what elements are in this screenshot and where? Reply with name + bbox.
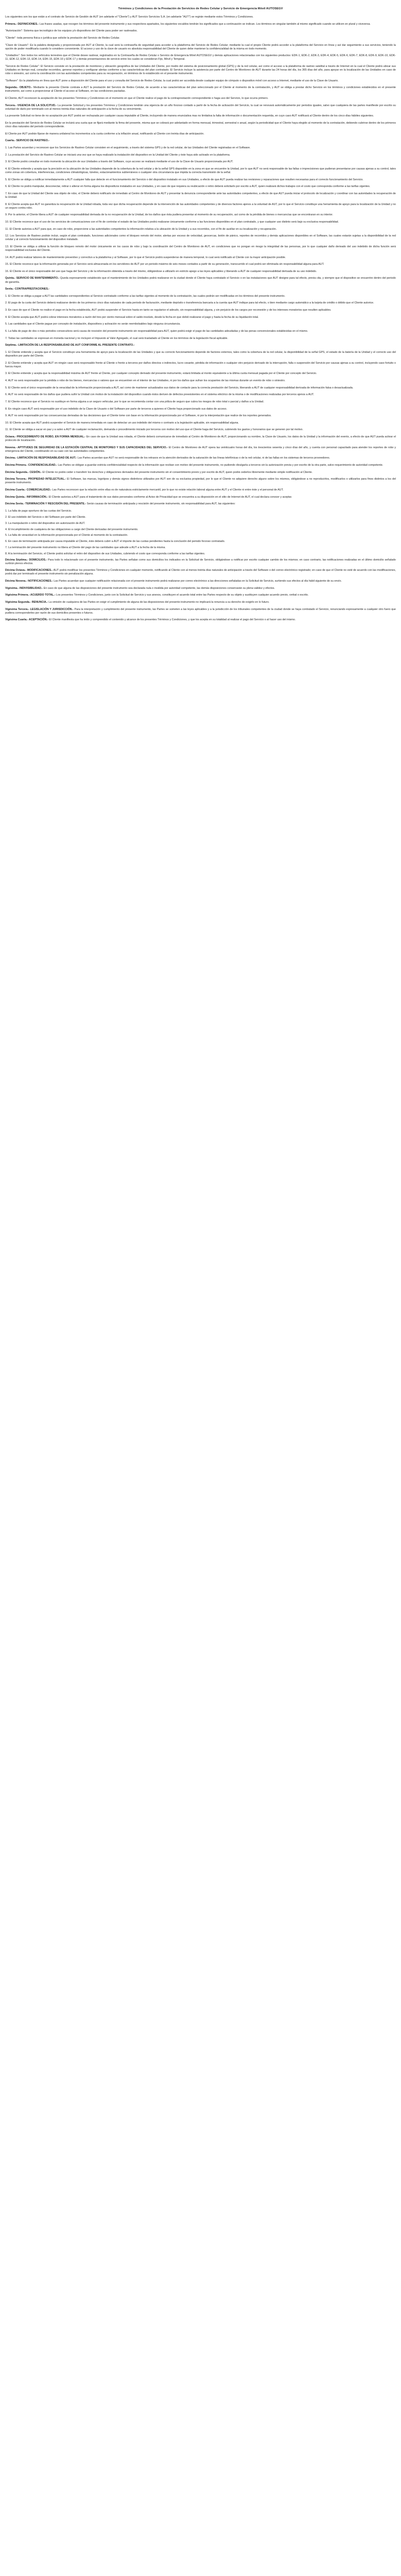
paragraph (5, 301, 396, 305)
clause-paragraph (5, 580, 396, 583)
clause-text: Las Partes se obligan a guardar estricta confidencialidad respecto de la información que reciban con motivo del presente instrumento, no pudiendo divulgarla a terceros sin la autorización previa y por escrito de la otra parte, salvo requerimiento de autoridad competente. (57, 464, 383, 467)
clause-heading: Décima Octava.- MODIFICACIONES.- (5, 569, 53, 572)
paragraph (5, 228, 396, 231)
clause-paragraph (5, 608, 396, 615)
clause-text: "Unidad/es": Son todos los vehículos terrestres que el Cliente desee rastrear, registrados en la Contraseña de Redes Celular o Servicio de Emergencia Móvil AUTOSEGV y demás aplicaciones relacionadas con los siguientes productos: EDK-1, EDK-2, EDK-3, EDK-4, EDK-5, EDK-6, EDK-7, EDK-8, EDK-9, EDK-10, EDK-11, EDK-12, EDK-13, EDK-14, EDK-15, EDK-16 y EDK-17 y demás presentaciones de servicio entre los cuales se consideran Fijo, Móvil y Temporal. (5, 54, 396, 61)
clause-text: Los presentes Términos y Condiciones, junto con la Solicitud de Servicio y sus anexos, constituyen el acuerdo total entre las Partes respecto de su objeto y sustituyen cualquier acuerdo previo, verbal o escrito. (55, 594, 309, 597)
clause-paragraph (5, 478, 396, 485)
paragraph (5, 414, 396, 418)
clause-text: "Software": Es la plataforma en línea que AUT pone a disposición del Cliente para el uso y consulta del Servicio de Redes Celular, la cual podrá ser accedida desde cualquier equipo de cómputo o dispositivo móvil con acceso a Internet, mediante el uso de la Clave de Usuario. (5, 79, 339, 82)
paragraph (5, 15, 396, 19)
clause-text: 1. El Cliente se obliga a pagar a AUT las cantidades correspondientes al Servicio contratado conforme a las tarifas vigentes al momento de la contratación, las cuales podrán ser modificadas en los términos del presente instrumento. (5, 294, 286, 298)
clause-text: 6. En caso de terminación anticipada por causa imputable al Cliente, éste deberá cubrir a AUT el importe de las cuotas pendientes hasta la conclusión del periodo forzoso contratado. (5, 540, 225, 544)
clause-text: 4. El Cliente acepta que AUT podrá cobrar intereses moratorios a razón del tres por ciento mensual sobre el saldo insoluto, desde la fecha en que debió realizarse el pago y hasta la fecha de su liquidación total. (5, 315, 259, 319)
clause-paragraph (5, 594, 396, 597)
clause-text: Los siguientes son los que están a el contrato de Servicio de Gestión de AUT (en adelante el "Cliente") y AUT Servicio Servicios S.A. (en adelante "AUT") se regirán mediante estos Términos y Condiciones. (5, 15, 254, 19)
clause-heading: Primera.- DEFINICIONES.- (5, 22, 39, 26)
clause-text: En caso de que la Unidad sea robada, el Cliente deberá comunicarse de inmediato al Centro de Monitoreo de AUT, proporcionando su nombre, la Clave de Usuario, los datos de la Unidad y la información del evento, a efecto de que AUT pueda activar el protocolo de localización. (5, 435, 396, 443)
paragraph (5, 178, 396, 182)
clause-paragraph (5, 344, 396, 347)
clause-paragraph (5, 23, 396, 26)
clause-heading: Quinta.- SERVICIO DE MANTENIMIENTO.- (5, 277, 60, 280)
paragraph (5, 256, 396, 260)
clause-paragraph (5, 488, 396, 492)
paragraph (5, 44, 396, 51)
clause-heading: Vigésima Primera.- ACUERDO TOTAL.- (5, 594, 56, 597)
paragraph (5, 510, 396, 513)
paragraph (5, 330, 396, 333)
clause-text: 4. El Cliente entiende y acepta que la precisión en la ubicación de las Unidades depende de la cobertura de la red celular y de la señal GPS disponible en la zona en que se encuentre la Unidad, por lo que AUT no será responsable de las fallas o imprecisiones que pudieran presentarse por causas ajenas a su control, tales como zonas sin cobertura, interferencias, condiciones climatológicas, túneles, estacionamientos subterráneos o cualquier otra circunstancia que impida la correcta transmisión de la señal. (5, 167, 396, 174)
paragraph (5, 372, 396, 376)
clause-paragraph (5, 435, 396, 443)
clause-text: El Cliente no podrá ceder o transferir los derechos y obligaciones derivados del presente instrumento sin el consentimiento previo y por escrito de AUT, quien podrá cederlos libremente mediante simple notificación al Cliente. (41, 470, 313, 474)
clause-text: 3. El Cliente podrá consultar en todo momento la ubicación de sus Unidades a través del Software, cuyo acceso se realizará mediante el uso de la Clave de Usuario proporcionada por AUT. (5, 160, 234, 164)
paragraph (5, 428, 396, 432)
clause-paragraph (5, 587, 396, 590)
clause-text: 6. AUT no será responsable de los daños que pudiera sufrir la Unidad con motivo de la instalación del dispositivo cuando éstos deriven de defectos preexistentes en el sistema eléctrico de la misma o de modificaciones realizadas por terceros ajenos a AUT. (5, 393, 315, 397)
clause-paragraph (5, 471, 396, 474)
clause-text: 7. El Cliente reconoce que el Servicio no sustituye en forma alguna a un seguro vehicular, por lo que se recomienda contar con una póliza de seguro que cubra los riesgos de robo total o parcial y daños a la Unidad. (5, 400, 264, 403)
paragraph (5, 114, 396, 118)
paragraph (5, 393, 396, 397)
clause-text: Para la interpretación y cumplimiento del presente instrumento, las Partes se someten a las leyes aplicables y a la jurisdicción de los tribunales competentes de la ciudad donde se haya contratado el Servicio, renunciando expresamente a cualquier otro fuero que pudiera corresponderles por razón de sus domicilios presentes o futuros. (5, 607, 396, 615)
paragraph (5, 213, 396, 217)
clause-text: Las Partes acuerdan que cualquier notificación relacionada con el presente instrumento podrá realizarse por correo electrónico a las direcciones señaladas en la Solicitud de Servicio, surtiendo sus efectos al día hábil siguiente de su envío. (53, 580, 342, 583)
clause-text: 6. El Cliente no podrá manipular, desconectar, retirar o alterar en forma alguna los dispositivos instalados en sus Unidades, y en caso de que requiera su reubicación o retiro deberá solicitarlo por escrito a AUT, quien realizará dichos trabajos con el costo que corresponda conforme a las tarifas vigentes. (5, 185, 371, 189)
clause-paragraph (5, 287, 396, 291)
clause-text: 4. AUT no será responsable por la pérdida o robo de los bienes, mercancías o valores que se encuentren en el interior de las Unidades, ni por los daños que sufran los ocupantes de las mismas durante un evento de robo o siniestro. (5, 379, 286, 382)
paragraph (5, 270, 396, 274)
paragraph (5, 185, 396, 189)
clause-text: 10. El Cliente reconoce que el uso de los servicios de comunicaciones con el fin de controlar el estado de las Unidades podrá realizarse únicamente conforme a las funciones disponibles en el plan contratado, y que cualquier uso distinto será bajo su exclusiva responsabilidad. (5, 220, 339, 224)
clause-text: En caso de que alguna de las disposiciones del presente instrumento sea declarada nula o inválida por autoridad competente, las demás disposiciones conservarán su plena validez y efectos. (43, 586, 275, 590)
clause-text: 3. El Cliente entiende y acepta que la responsabilidad máxima de AUT frente al Cliente, por cualquier concepto derivado del presente instrumento, estará limitada al monto equivalente a la última cuota mensual pagada por el Cliente por concepto del Servicio. (5, 372, 317, 376)
clause-text: 5. La falta de veracidad en la información proporcionada por el Cliente al momento de la contratación. (5, 534, 128, 537)
paragraph (5, 203, 396, 210)
clause-heading: Tercera.- VIGENCIA DE LA SOLICITUD.- (5, 104, 57, 107)
clause-heading: Cuarta.- SERVICIO DE RASTREO.- (5, 139, 50, 143)
clause-heading: Vigésima Cuarta.- ACEPTACIÓN.- (5, 618, 48, 622)
clause-paragraph (5, 277, 396, 284)
paragraph (5, 362, 396, 369)
clause-text: El Software, las marcas, logotipos y demás signos distintivos utilizados por AUT son de su exclusiva propiedad, por lo que el Cliente no adquiere derecho alguno sobre los mismos, obligándose a no reproducirlos, modificarlos o utilizarlos para fines distintos a los del presente instrumento. (5, 478, 396, 485)
clause-text: En la prestación del Servicio de Redes Celular se incluirá una cuota que se fijará mediante la firma del presente, misma que se cobrará por adelantado en forma mensual, trimestral, semestral o anual, según la periodicidad que el Cliente haya elegido al momento de la contratación, debiendo cubrirse dentro de los primeros cinco días naturales del periodo correspondiente. (5, 122, 396, 129)
clause-paragraph (5, 139, 396, 143)
clause-text: Queda expresamente establecido que el mantenimiento de los Unidades podrá realizarse en la ciudad donde el Cliente haya contratado el Servicio o en las instalaciones que AUT designe para tal efecto, previa cita, y siempre que el dispositivo se encuentre dentro del periodo de garantía. (5, 277, 396, 284)
paragraph (5, 79, 396, 83)
clause-heading: Décima Segunda.- CESIÓN.- (5, 470, 42, 474)
paragraph (5, 221, 396, 224)
clause-text: 1. La falta de pago oportuno de las cuotas del Servicio. (5, 509, 72, 513)
paragraph (5, 400, 396, 404)
clause-heading: Vigésima Tercera.- LEGISLACIÓN Y JURISDICCIÓN.- (5, 607, 74, 611)
paragraph (5, 295, 396, 298)
paragraph (5, 351, 396, 358)
clause-text: "Servicio de Redes Celular": El Servicio consiste en la prestación de monitoreo y ubicación geográfica de las Unidades del Cliente, por medio del sistema de posicionamiento global (GPS) y de la red celular, así como el acceso a la plataforma de rastreo satelital a través de Internet en la cual el Cliente podrá ubicar sus Unidades en tiempo real, consultar recorridos, generar reportes y configurar alertas conforme a las características del plan contratado. El Servicio incluye la asistencia por parte del Centro de Monitoreo de AUT durante las 24 horas del día, los 365 días del año, para apoyar en la localización de las Unidades en caso de robo o siniestro, así como la coordinación con las autoridades competentes para su recuperación, en términos de lo establecido en el presente instrumento. (5, 64, 396, 76)
paragraph (5, 323, 396, 326)
paragraph (5, 540, 396, 544)
paragraph (5, 65, 396, 76)
paragraph (5, 528, 396, 532)
clause-text: Para todo lo relacionado con el presente instrumento, las Partes señalan como sus domicilios los indicados en la Solicitud de Servicio, obligándose a notificar por escrito cualquier cambio de los mismos; en caso contrario, las notificaciones realizadas en el último domicilio señalado surtirán plenos efectos. (5, 558, 396, 565)
clause-heading: Décima Séptima.- DOMICILIOS.- (5, 558, 47, 562)
clause-text: 1. El Cliente entiende y acepta que el Servicio constituye una herramienta de apoyo para la localización de las Unidades y que su correcto funcionamiento depende de factores externos, tales como la cobertura de la red celular, la disponibilidad de la señal GPS, el estado de la batería de la Unidad y el correcto uso del dispositivo por parte del Cliente. (5, 350, 396, 358)
clause-text: El Cliente manifiesta que ha leído y comprendido el contenido y alcance de los presentes Términos y Condiciones, y que los acepta en su totalidad al realizar el pago del Servicio o al hacer uso del mismo. (48, 618, 296, 622)
clause-text: 7. Todas las cantidades se expresan en moneda nacional y no incluyen el Impuesto al Valor Agregado, el cual será trasladado al Cliente en los términos de la legislación fiscal aplicable. (5, 336, 228, 340)
document-body (5, 15, 396, 622)
clause-text: 11. El Cliente se obliga a sacar en paz y a salvo a AUT de cualquier reclamación, demanda o procedimiento iniciado por terceros con motivo del uso que el Cliente haga del Servicio, cubriendo los gastos y honorarios que se generen por tal motivo. (5, 428, 303, 432)
clause-text: Las Partes acuerdan que AUT no será responsable de los retrasos en la atención derivados de la saturación de las líneas telefónicas o de la red celular, ni de las fallas en los sistemas de terceros proveedores. (77, 456, 330, 460)
paragraph (5, 522, 396, 526)
clause-text: 8. El Cliente acepta que AUT no garantiza la recuperación de la Unidad robada, toda vez que dicha recuperación depende de la intervención de las autoridades competentes y de diversos factores ajenos a la voluntad de AUT, por lo que el Servicio constituye una herramienta de apoyo para la localización de la Unidad y no un seguro contra robo. (5, 202, 396, 210)
clause-heading: Décima Tercera.- PROPIEDAD INTELECTUAL.- (5, 478, 66, 481)
clause-heading: Segunda.- OBJETO.- (5, 86, 32, 90)
clause-text: Las Partes reconocen que la relación entre ellas es de naturaleza estrictamente mercantil, por lo que no existe relación laboral alguna entre AUT y el Cliente ni entre éste y el personal de AUT. (51, 488, 284, 492)
clause-heading: Décima Primera.- CONFIDENCIALIDAD.- (5, 464, 57, 467)
paragraph (5, 146, 396, 150)
paragraph (5, 167, 396, 175)
paragraph (5, 516, 396, 519)
clause-text: El Cliente autoriza a AUT para el tratamiento de sus datos personales conforme al Aviso de Privacidad que se encuentra a su disposición en el sitio de Internet de AUT, el cual declara conocer y aceptar. (48, 495, 292, 499)
clause-paragraph (5, 86, 396, 93)
clause-heading: Décima.- LIMITACIÓN DE RESPONSABILIDAD DE AUT.- (5, 456, 77, 460)
clause-text: La presente Solicitud no tiene de no aceptación por AUT podrá ser rechazada por cualquier causa imputable al Cliente, incluyendo de manera enunciativa mas no limitativa la falta de información o documentación requerida, en cuyo caso AUT notificará al Cliente dentro de los cinco días hábiles siguientes. (5, 114, 374, 118)
clause-text: Serán causas de terminación anticipada y rescisión del presente instrumento, sin responsabilidad para AUT, las siguientes: (86, 502, 236, 506)
clause-paragraph (5, 496, 396, 499)
paragraph (5, 29, 396, 33)
paragraph (5, 309, 396, 312)
clause-text: 2. El pago de la cuota del Servicio deberá realizarse dentro de los primeros cinco días naturales de cada periodo de facturación, mediante depósito o transferencia bancaria a la cuenta que AUT indique para tal efecto, o bien mediante cargo automático a la tarjeta de crédito o débito que el Cliente autorice. (5, 301, 374, 305)
clause-text: 6. La falta de pago de dos o más periodos consecutivos será causa de rescisión del presente instrumento sin responsabilidad para AUT, quien podrá exigir el pago de las cantidades adeudadas y de las penas convencionales establecidas en el mismo. (5, 330, 308, 333)
clause-text: 12. Los Servicios de Rastreo podrán incluir, según el plan contratado, funciones adicionales como el bloqueo remoto del motor, alertas por exceso de velocidad, geocercas, botón de pánico, reportes de recorridos y demás aplicaciones disponibles en el Software, las cuales estarán sujetas a la disponibilidad de la red celular y al correcto funcionamiento del dispositivo instalado. (5, 234, 396, 242)
clause-text: 11. El Cliente autoriza a AUT para que, en caso de robo, proporcione a las autoridades competentes la información relativa a la ubicación de la Unidad y a sus recorridos, con el fin de auxiliar en su localización y recuperación. (5, 227, 277, 231)
clause-paragraph (5, 618, 396, 622)
clause-text: 7. En caso de que la Unidad del Cliente sea objeto de robo, el Cliente deberá notificarlo de inmediato al Centro de Monitoreo de AUT y presentar la denuncia correspondiente ante las autoridades competentes, a efecto de que AUT pueda iniciar el protocolo de localización y coordinar con las autoridades la recuperación de la Unidad. (5, 192, 396, 199)
clause-paragraph (5, 569, 396, 576)
clause-text: AUT podrá modificar los presentes Términos y Condiciones en cualquier momento, notificando al Cliente con al menos treinta días naturales de anticipación a través del Software o del correo electrónico registrado; en caso de que el Cliente no esté de acuerdo con las modificaciones, podrá dar por terminado el presente instrumento sin penalización alguna. (5, 569, 396, 576)
paragraph (5, 386, 396, 390)
clause-text: 9. Por lo anterior, el Cliente libera a AUT de cualquier responsabilidad derivada de la no recuperación de la Unidad, de los daños que ésta pudiera presentar al momento de su recuperación, así como de la pérdida de bienes o mercancías que se encontraran en su interior. (5, 213, 333, 217)
clause-heading: Vigésima.- INDIVISIBILIDAD.- (5, 586, 43, 590)
clause-heading: Décima Quinta.- INFORMACIÓN.- (5, 495, 48, 499)
paragraph (5, 160, 396, 164)
paragraph (5, 54, 396, 61)
document-title: Términos y Condiciones de la Prestación de Servicios de Redes Celular y Servicio de Emergencia Móvil AUTOSEGV (118, 7, 283, 10)
clause-heading: Vigésima Segunda.- RENUNCIA.- (5, 601, 48, 604)
clause-text: 7. La terminación del presente instrumento no libera al Cliente del pago de las cantidades que adeude a AUT a la fecha de la misma. (5, 546, 166, 550)
paragraph (5, 316, 396, 319)
clause-text: Las frases usadas, que recogen los términos del presente instrumento y sus respectivos apartados, los siguientes vocablos tendrán los significados que a continuación se indican. Los términos en singular también al mismo significado cuando se utilicen en plural y viceversa. (39, 22, 371, 26)
paragraph (5, 245, 396, 252)
paragraph (5, 122, 396, 129)
clause-text: 2. El Cliente entiende y acepta que AUT en ningún caso será responsable frente al Cliente o frente a terceros por daños directos o indirectos, lucro cesante, pérdida de información o cualquier otro perjuicio derivado de la interrupción, falla o suspensión del Servicio por causas ajenas a su control, incluyendo caso fortuito o fuerza mayor. (5, 361, 396, 368)
paragraph (5, 234, 396, 242)
paragraph (5, 192, 396, 199)
paragraph (5, 97, 396, 100)
paragraph (5, 337, 396, 341)
clause-heading: Séptima.- LIMITACIÓN DE LA RESPONSABILIDAD DE AUT CONFORME AL PRESENTE CONTRATO.- (5, 344, 135, 347)
clause-text: 4. El incumplimiento de cualquiera de las obligaciones a cargo del Cliente derivadas del presente instrumento. (5, 528, 138, 531)
clause-paragraph (5, 464, 396, 467)
clause-text: 8. En ningún caso AUT será responsable por el uso indebido de la Clave de Usuario o del Software por parte de terceros a quienes el Cliente haya proporcionado sus datos de acceso. (5, 407, 227, 411)
paragraph (5, 263, 396, 266)
clause-text: 3. En caso de que el Cliente no realice el pago en la fecha establecida, AUT podrá suspender el Servicio hasta en tanto se regularice el adeudo, sin responsabilidad alguna, y sin perjuicio de los cargos por reconexión y de los intereses moratorios que resulten aplicables. (5, 309, 332, 312)
clause-heading: Octava.- PROCEDIMIENTO DE ROBO, EN FORMA MENSUAL.- (5, 435, 86, 439)
paragraph (5, 408, 396, 411)
clause-text: "Autorización": Sistema que tecnológico de los equipos y/o dispositivos del Cliente para poder ser rastreados. (5, 29, 137, 33)
clause-text: 8. A la terminación del Servicio, el Cliente podrá solicitar el retiro del dispositivo de sus Unidades, cubriendo el costo que corresponda conforme a las tarifas vigentes. (5, 552, 205, 555)
paragraph (5, 421, 396, 425)
clause-text: "Cliente": toda persona física o jurídica que solicite la prestación del Servicio de Redes Celular. (5, 36, 120, 40)
clause-text: La presente Solicitud y los presentes Términos y Condiciones tendrán una vigencia de un año forzoso contado a partir de la fecha de activación del Servicio, la cual se renovará automáticamente por periodos iguales, salvo que cualquiera de las partes manifieste por escrito su voluntad de darlo por terminado con al menos treinta días naturales de anticipación a la fecha de su vencimiento. (5, 104, 396, 111)
clause-text: Mediante la presente Cliente contrata a AUT la prestación del Servicio de Redes Celular, de acuerdo a las características del plan seleccionado por el Cliente al momento de la contratación, y AUT se obliga a prestar dicho Servicio en los términos y condiciones establecidos en el presente instrumento, así como a proporcionar al Cliente el acceso al Software, en las condiciones pactadas. (5, 86, 396, 93)
paragraph (5, 37, 396, 40)
clause-text: 5. El Cliente será el único responsable de la veracidad de la información proporcionada a AUT, así como de mantener actualizados sus datos de contacto para la correcta prestación del Servicio, liberando a AUT de cualquier responsabilidad derivada de información falsa o desactualizada. (5, 386, 354, 389)
clause-paragraph (5, 502, 396, 506)
clause-paragraph (5, 601, 396, 604)
clause-text: El Cliente por AUT podrán fijarse de manera unilateral los incrementos a la cuota conforme a la inflación anual, notificando al Cliente con treinta días de anticipación. (5, 132, 204, 135)
clause-text: 15. El Cliente reconoce que la información generada por el Servicio será almacenada en los servidores de AUT por un periodo máximo de seis meses contados a partir de su generación, transcurrido el cual podrá ser eliminada sin responsabilidad alguna para AUT. (5, 263, 324, 266)
paragraph (5, 132, 396, 136)
clause-text: 10. El Cliente acepta que AUT podrá suspender el Servicio de manera inmediata en caso de detectar un uso indebido del mismo o contrario a la legislación aplicable, sin responsabilidad alguna. (5, 421, 239, 425)
clause-paragraph (5, 104, 396, 111)
clause-text: "Clave de Usuario": Es la palabra designada y proporcionada por AUT al Cliente, la cual será la contraseña de seguridad para acceder a la plataforma del Servicio de Redes Celular; mediante la cual el propio Cliente podrá acceder a la plataforma del Servicio en línea y así dar seguimiento a sus servicios, teniendo la opción de poder modificarla cuando lo considere conveniente. El acceso y uso de la clave de usuario es absoluta responsabilidad del Cliente de quien debe mantener la confidencialidad de la misma en todo momento. (5, 43, 396, 50)
clause-heading: Décima Cuarta.- COMERCIALIDAD.- (5, 488, 52, 492)
clause-heading: Décima Novena.- NOTIFICACIONES.- (5, 580, 53, 583)
clause-text: 5. Las cantidades que el Cliente pague por concepto de instalación, dispositivos y activación no serán reembolsables bajo ninguna circunstancia. (5, 323, 181, 326)
clause-heading: Novena.- APTITUDES DE SEGURIDAD DE LA ESTACIÓN CENTRAL DE MONITOREO Y SUS CAPACIDADES DEL SERVICIO.- (5, 446, 168, 449)
clause-paragraph (5, 446, 396, 453)
clause-text: 3. La manipulación o retiro del dispositivo sin autorización de AUT. (5, 521, 85, 525)
clause-heading: Décima Sexta.- TERMINACIÓN Y RESCISIÓN DEL PRESENTE.- (5, 502, 86, 506)
clause-text: 5. El Cliente se obliga a notificar inmediatamente a AUT cualquier falla que detecte en el funcionamiento del Servicio o del dispositivo instalado en sus Unidades, a efecto de que AUT pueda realizar las revisiones y reparaciones que resulten necesarias para el correcto funcionamiento del Servicio. (5, 178, 363, 181)
clause-paragraph (5, 456, 396, 460)
clause-text: El Cliente, AUT reconocen la aceptación de los presentes Términos y Condiciones en el momento en que el Cliente realice el pago de la contraprestación correspondiente o haga uso del Servicio, lo que ocurra primero. (5, 97, 269, 100)
clause-text: 2. El uso indebido del Servicio o del Software por parte del Cliente. (5, 515, 86, 519)
clause-text: 1. Las Partes acuerdan y reconocen que los Servicios de Rastreo Celular consisten en el seguimiento, a través del sistema GPS y de la red celular, de las Unidades del Cliente registradas en el Software. (5, 146, 251, 149)
paragraph (5, 546, 396, 550)
clause-text: La omisión de cualquiera de las Partes en exigir el cumplimiento de alguna de las disposiciones del presente instrumento no implicará la renuncia a su derecho de exigirlo en lo futuro. (47, 601, 270, 604)
paragraph (5, 552, 396, 556)
clause-text: 14. AUT podrá realizar labores de mantenimiento preventivo y correctivo a la plataforma y al Software, por lo que el Servicio podrá suspenderse de manera temporal, lo cual será notificado al Cliente con la mayor anticipación posible. (5, 256, 286, 259)
clause-text: 13. El Cliente se obliga a utilizar la función de bloqueo remoto del motor únicamente en los casos de robo y bajo la coordinación del Centro de Monitoreo de AUT, en condiciones que no pongan en riesgo la integridad de las personas, por lo que cualquier daño derivado del uso indebido de dicha función será responsabilidad exclusiva del Cliente. (5, 245, 396, 252)
clause-text: 2. La prestación del Servicio de Rastreo Celular se iniciará una vez que se haya realizado la instalación del dispositivo en la Unidad del Cliente y éste haya sido activado en la plataforma. (5, 153, 231, 157)
paragraph (5, 379, 396, 383)
paragraph (5, 534, 396, 537)
clause-heading: Sexta.- CONTRAPRESTACIONES.- (5, 287, 50, 291)
paragraph (5, 154, 396, 157)
clause-text: El Centro de Monitoreo de AUT opera las veinticuatro horas del día, los trescientos sesenta y cinco días del año, y cuenta con personal capacitado para atender los reportes de robo y emergencia del Cliente, coordinando en su caso con las autoridades competentes. (5, 446, 396, 453)
clause-paragraph (5, 558, 396, 566)
clause-text: 16. El Cliente es el único responsable del uso que haga del Servicio y de la información obtenida a través del mismo, obligándose a utilizarlo en estricto apego a las leyes aplicables y liberando a AUT de cualquier responsabilidad derivada de su uso indebido. (5, 269, 317, 273)
clause-text: 9. AUT no será responsable por las consecuencias derivadas de las decisiones que el Cliente tome con base en la información proporcionada por el Software, ni por la interpretación que realice de los reportes generados. (5, 414, 272, 418)
